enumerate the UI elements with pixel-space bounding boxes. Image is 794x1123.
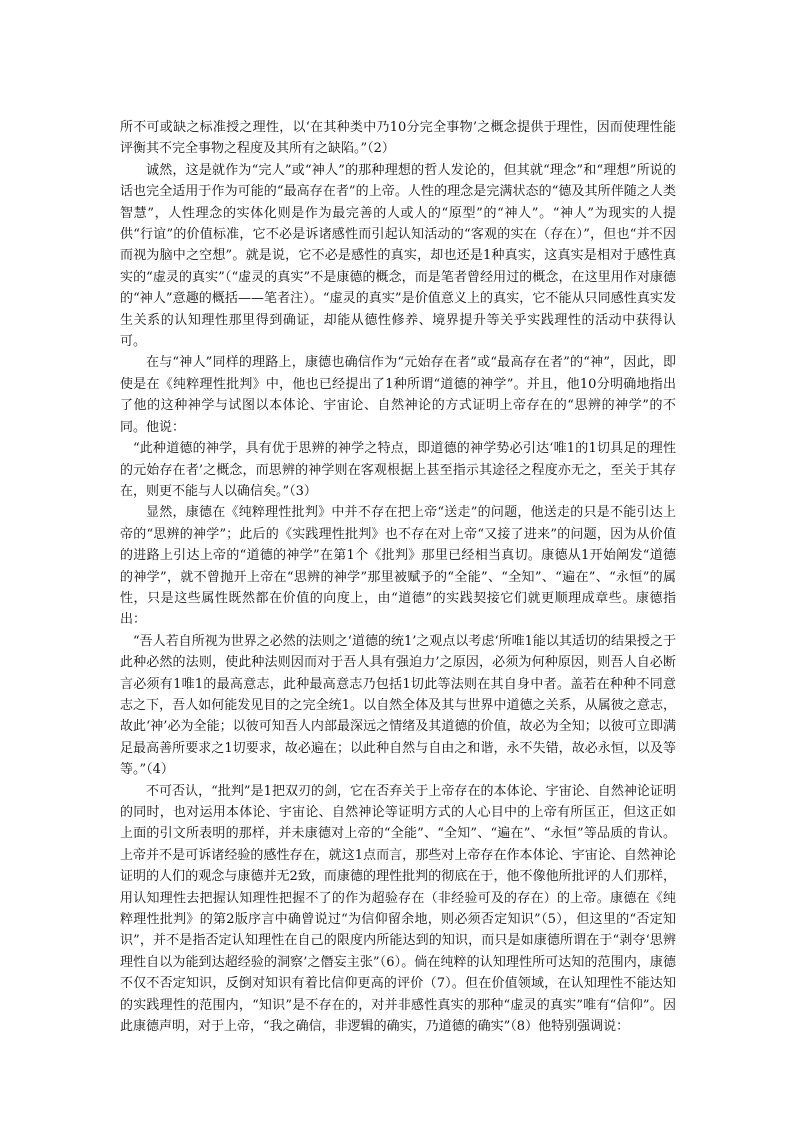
- paragraph-continuation: 所不可或缺之标准授之理性，以‘在其种类中乃10分完全事物’之概念提供于理性，因而使理性能评衡其不完全事物之程度及其所有之缺陷。”（2）: [120, 120, 676, 157]
- paragraph-moral-theology: 在与“神人”同样的理路上，康德也确信作为“元始存在者”或“最高存在者”的“神”，因此，即使是在《纯粹理性批判》中，他也已经提出了1种所谓“道德的神学”。并且，他10分明确地指出了他的这种神学与试图以本体论、宇宙论、自然神论的方式证明上帝存在的“思辨的神学”的不同。他说：: [120, 355, 676, 435]
- paragraph-double-edged-sword: 不可否认，“批判”是1把双刃的剑，它在否弃关于上帝存在的本体论、宇宙论、自然神论证明的同时，也对运用本体论、宇宙论、自然神论等证明方式的人心目中的上帝有所匡正，但这正如上面的引文所表明的那样，并未康德对上帝的“全能”、“全知”、“遍在”、“永恒”等品质的肯认。上帝并不是可诉诸经验的感性存在，就这1点而言，那些对上帝存在作本体论、宇宙论、自然神论证明的人们的观念与康德并无2致，而康德的理性批判的彻底在于，他不像他所批评的人们那样，用认知理性去把握认知理性把握不了的作为超验存在（非经验可及的存在）的上帝。康德在《纯粹理性批判》的第2版序言中确曾说过“为信仰留余地，则必须否定知识”（5），但这里的“否定知识”，并不是指否定认知理性在自己的限度内所能达到的知识，而只是如康德所谓在于“剥夺‘思辨理性自以为能到达超经验的洞察’之僭妄主张”（6）。倘在纯粹的认知理性所可达知的范围内，康德不仅不否定知识，反倒对知识有着比信仰更高的评价（7）。但在价值领域，在认知理性不能达知的实践理性的范围内，“知识”是不存在的，对并非感性真实的那种“虚灵的真实”唯有“信仰”。因此康德声明，对于上帝，“我之确信，非逻辑的确实，乃道德的确实”（8）他特别强调说：: [120, 783, 676, 1035]
- quote-moral-unity: “吾人若自所视为世界之必然的法则之‘道德的统1’之观点以考虑‘所唯1能以其适切的结果授之于此种必然的法则，使此种法则因而对于吾人具有强迫力’之原因，必须为何种原因，则吾人自必断言必须有1唯1的最高意志，此种最高意志乃包括1切此等法则在其自身中者。盖若在种种不同意志之下，吾人如何能发见目的之完全统1。以自然全体及其与世界中道德之关系，从属彼之意志，故此‘神’必为全能；以彼可知吾人内部最深远之情绪及其道德的价值，故必为全知；以彼可立即满足最高善所要求之1切要求，故必遍在；以此种自然与自由之和谐，永不失错，故必永恒，以及等等。”（4）: [120, 633, 676, 778]
- paragraph-critique-interpretation: 显然，康德在《纯粹理性批判》中并不存在把上帝“送走”的问题，他送走的只是不能引达上帝的“思辨的神学”；此后的《实践理性批判》也不存在对上帝“又接了进来”的问题，因为从价值的进路上引达上帝的“道德的神学”在第1个《批判》那里已经相当真切。康德从1开始阐发“道德的神学”，就不曾抛开上帝在“思辨的神学”那里被赋予的“全能”、“全知”、“遍在”、“永恒”的属性，只是这些属性既然都在价值的向度上，由“道德”的实践契接它们就更顺理成章些。康德指出：: [120, 505, 676, 628]
- document-page: [120, 117, 676, 1037]
- paragraph-ideal-of-god: 诚然，这是就作为“完人”或“神人”的那种理想的哲人发论的，但其就“理念”和“理想”所说的话也完全适用于作为可能的“最高存在者”的上帝。人性的理念是完满状态的“德及其所伴随之人类智慧”，人性理念的实体化则是作为最完善的人或人的“原型”的“神人”。“神人”为现实的人提供“行谊”的价值标准，它不必是诉诸感性而引起认知活动的“客观的实在（存在）”，但也“并不因而视为脑中之空想”。就是说，它不必是感性的真实，却也还是1种真实，这真实是相对于感性真实的“虚灵的真实”（“虚灵的真实”不是康德的概念，而是笔者曾经用过的概念，在这里用作对康德的“神人”意趣的概括——笔者注）。“虚灵的真实”是价值意义上的真实，它不能从只同感性真实发生关系的认知理性那里得到确证，却能从德性修养、境界提升等关乎实践理性的活动中获得认可。: [120, 162, 676, 350]
- quote-moral-theology: “此种道德的神学，具有优于思辨的神学之特点，即道德的神学势必引达‘唯1的1切具足的理性的元始存在者’之概念，而思辨的神学则在客观根据上甚至指示其途径之程度亦无之，至关于其存在，则更不能与人以确信矣。”（3）: [120, 441, 676, 499]
